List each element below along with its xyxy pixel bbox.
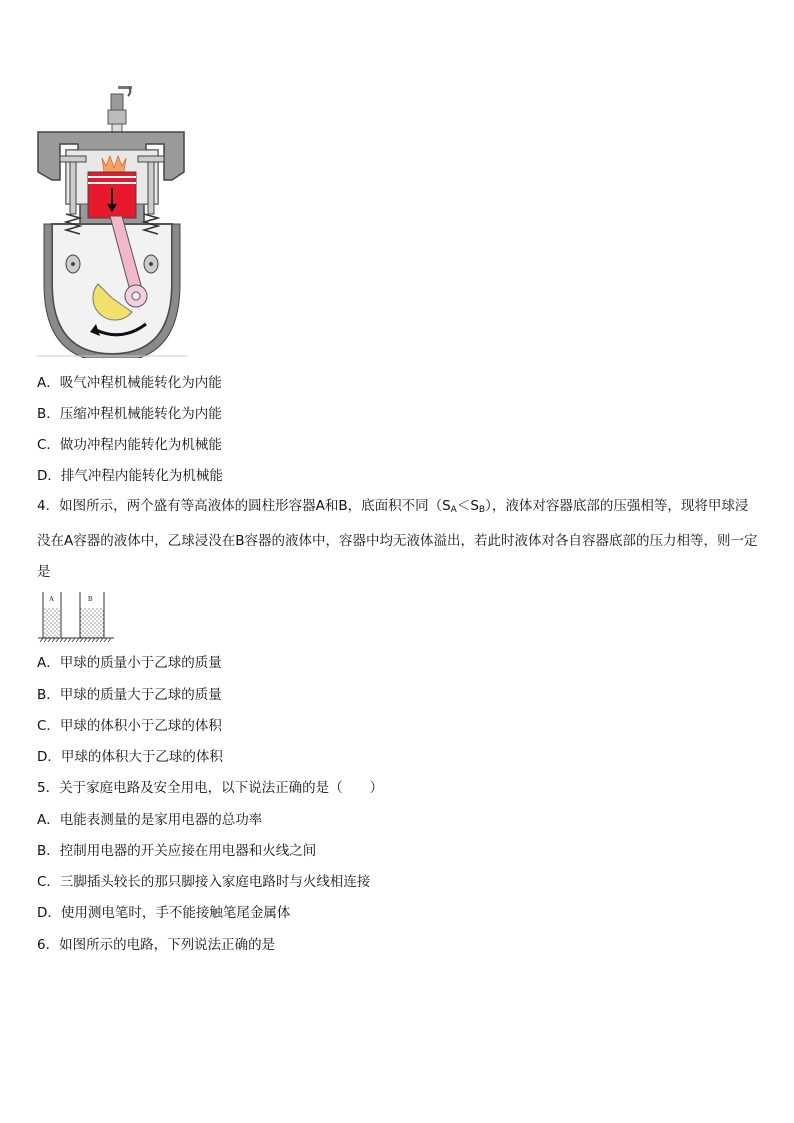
q4-option-a: A．甲球的质量小于乙球的质量 [37, 655, 222, 671]
q3-option-a: A．吸气冲程机械能转化为内能 [37, 375, 222, 391]
q5-stem: 5．关于家庭电路及安全用电，以下说法正确的是（ ） [37, 780, 384, 796]
q4-option-d: D．甲球的体积大于乙球的体积 [37, 749, 223, 765]
container-a-label: A [49, 595, 55, 603]
containers-figure [38, 590, 114, 644]
q3-option-d: D．排气冲程内能转化为机械能 [37, 468, 223, 484]
q5-option-d: D．使用测电笔时，手不能接触笔尾金属体 [37, 905, 291, 921]
q5-option-b: B．控制用电器的开关应接在用电器和火线之间 [37, 843, 317, 859]
q4-option-b: B．甲球的质量大于乙球的质量 [37, 687, 222, 703]
engine-cylinder-figure [36, 84, 188, 358]
container-b-label: B [88, 595, 93, 603]
q3-option-c: C．做功冲程内能转化为机械能 [37, 437, 222, 453]
q4-option-c: C．甲球的体积小于乙球的体积 [37, 718, 222, 734]
q6-stem: 6．如图所示的电路，下列说法正确的是 [37, 937, 276, 953]
q3-option-b: B．压缩冲程机械能转化为内能 [37, 406, 222, 422]
q5-option-c: C．三脚插头较长的那只脚接入家庭电路时与火线相连接 [37, 874, 371, 890]
q4-stem: 4．如图所示，两个盛有等高液体的圆柱形容器A和B，底面积不同$(S_A<S_B)$，液体对容器底部的压强相等，现将甲球浸没在A容器的液体中，乙球浸没在B容器的液体中，容器中均无液体溢出，若此时液体对各自容器底部的压力相等，则一定是 [37, 498, 758, 580]
q5-option-a: A．电能表测量的是家用电器的总功率 [37, 812, 263, 828]
